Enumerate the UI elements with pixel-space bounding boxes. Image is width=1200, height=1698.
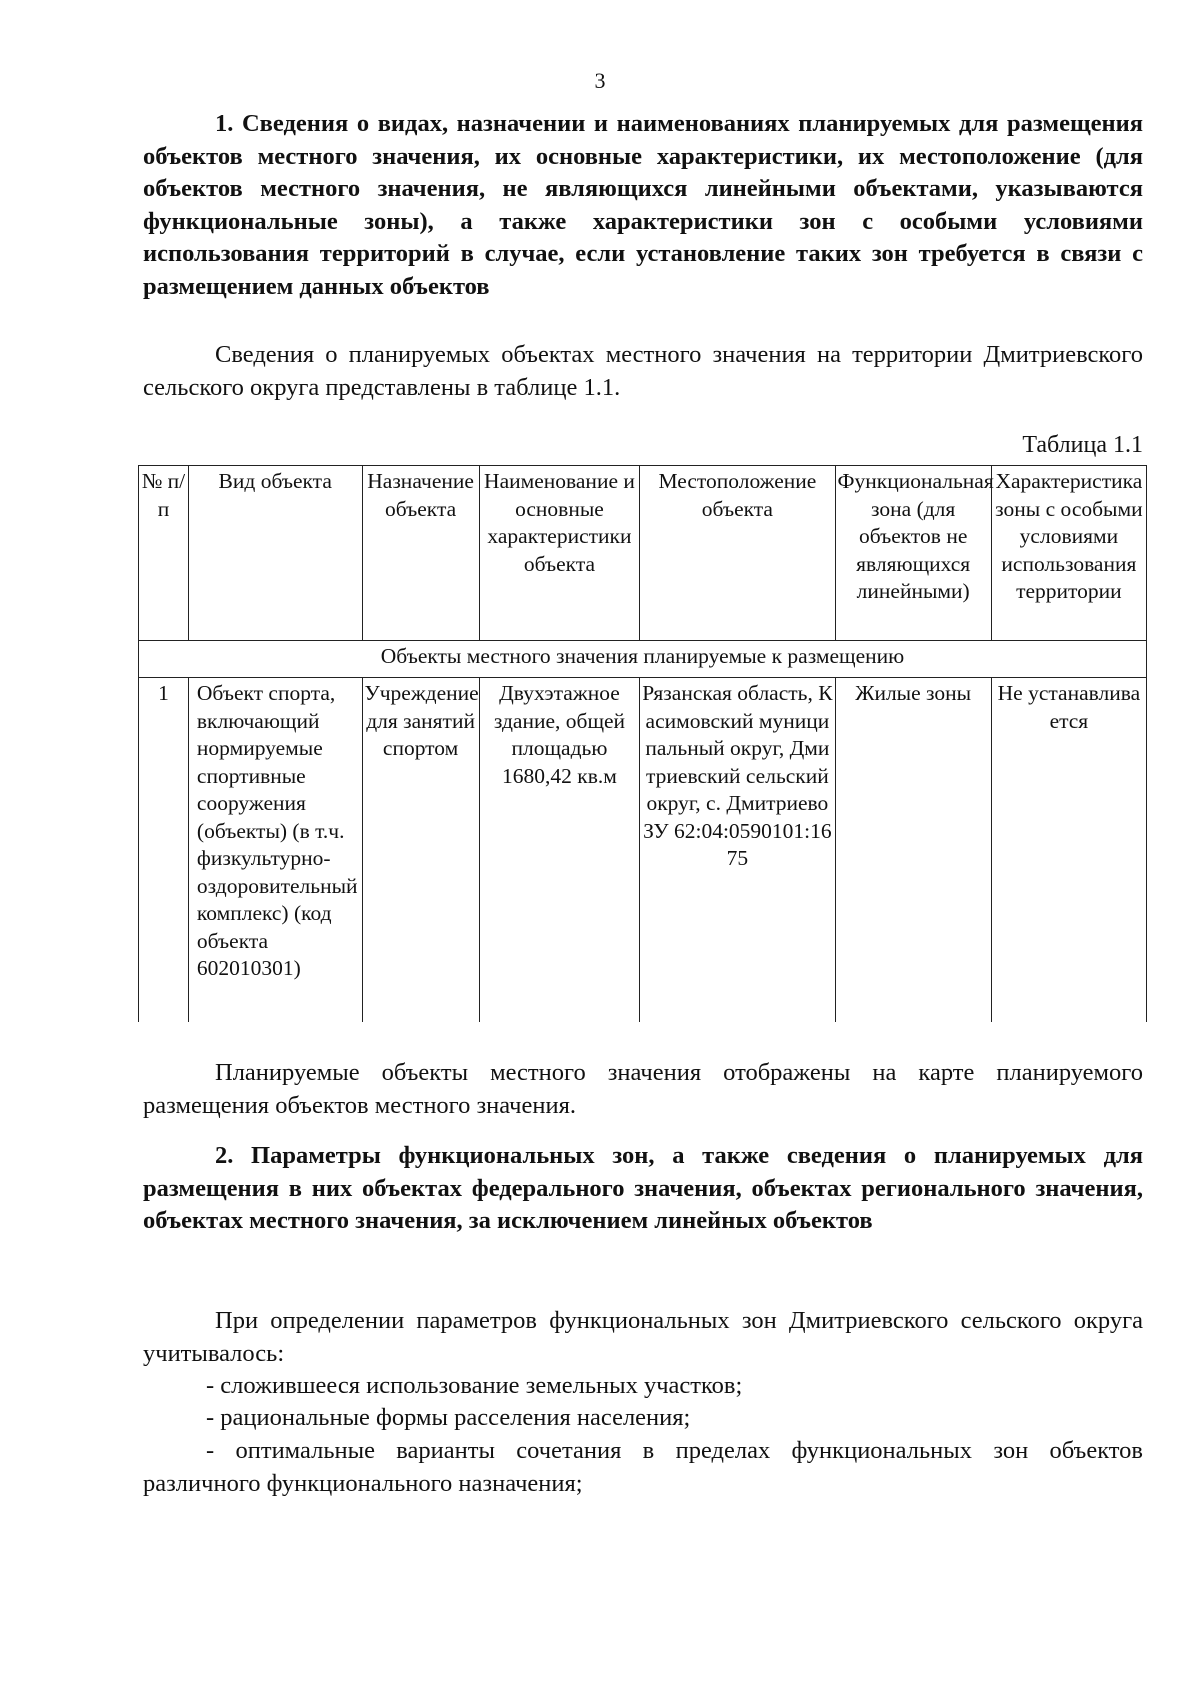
list-item: - рациональные формы расселения населения; (206, 1404, 691, 1431)
section2-intro: При определении параметров функциональных зон Дмитриевского сельского округа учитывалось: (143, 1307, 1143, 1367)
list-item: - оптимальные варианты сочетания в пределах функциональных зон объектов различного функционального назначения; (143, 1437, 1143, 1497)
cell-name: Двухэтажное здание, общей площадью 1680,42 кв.м (479, 678, 640, 1023)
table-row (139, 678, 1147, 1023)
section2-heading: 2. Параметры функциональных зон, а также сведения о планируемых для размещения в них объектах федерального значения, объектах регионального значения, объектах местного значения, за исключением линейных объектов (143, 1142, 1143, 1234)
table-group-row (139, 641, 1147, 678)
header-name: Наименование и основные характеристики объекта (479, 466, 640, 641)
cell-special-zone: Не устанавливается (991, 678, 1146, 1023)
table-caption: Таблица 1.1 (1022, 432, 1143, 458)
header-num: № п/п (139, 466, 189, 641)
header-special-zone: Характеристика зоны с особыми условиями использования территории (991, 466, 1146, 641)
header-zone: Функциональная зона (для объектов не являющихся линейными) (835, 466, 991, 641)
header-purpose: Назначение объекта (362, 466, 479, 641)
cell-zone: Жилые зоны (835, 678, 991, 1023)
cell-purpose: Учреждение для занятий спортом (362, 678, 479, 1023)
cell-location: Рязанская область, Касимовский муниципальный округ, Дмитриевский сельский округ, с. Дмитриево ЗУ 62:04:0590101:1675 (640, 678, 835, 1023)
cell-num: 1 (139, 678, 189, 1023)
section1-heading: 1. Сведения о видах, назначении и наименованиях планируемых для размещения объектов местного значения, их основные характеристики, их местоположение (для объектов местного значения, не являющихся линейными объектами, указываются функциональные зоны), а также характеристики зон с особыми условиями использования территорий в случае, если установление таких зон требуется в связи с размещением данных объектов (143, 110, 1143, 300)
table-header-row (139, 466, 1147, 641)
list-item: - сложившееся использование земельных участков; (206, 1372, 743, 1399)
cell-type: Объект спорта, включающий нормируемые спортивные сооружения (объекты) (в т.ч. физкультурно-оздоровительный комплекс) (код объекта 602010301) (188, 678, 362, 1023)
group-label: Объекты местного значения планируемые к размещению (139, 641, 1147, 678)
header-type: Вид объекта (188, 466, 362, 641)
section1-after-table: Планируемые объекты местного значения отображены на карте планируемого размещения объектов местного значения. (143, 1059, 1143, 1119)
section1-intro: Сведения о планируемых объектах местного значения на территории Дмитриевского сельского округа представлены в таблице 1.1. (143, 341, 1143, 401)
page-number: 3 (594, 68, 606, 93)
header-location: Местоположение объекта (640, 466, 835, 641)
objects-table (138, 465, 1147, 1022)
